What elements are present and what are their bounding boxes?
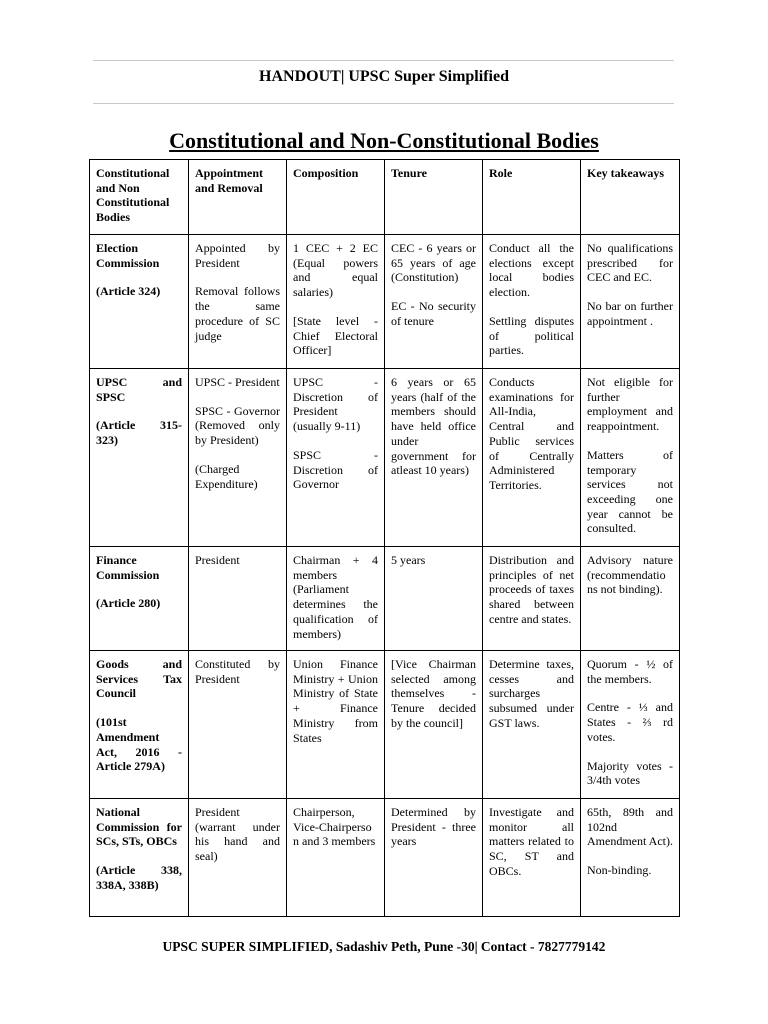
cell-paragraph: UPSC - Discretion of President (usually 9-11) (293, 375, 378, 434)
cell-paragraph: Conduct all the elections except local bodies election. (489, 241, 574, 300)
table-cell-composition (287, 547, 385, 651)
footer-contact: UPSC SUPER SIMPLIFIED, Sadashiv Peth, Pune -30| Contact - 7827779142 (162, 939, 606, 954)
cell-paragraph: Determine taxes, cesses and surcharges subsumed under GST laws. (489, 657, 574, 730)
cell-paragraph: President (warrant under his hand and seal) (195, 805, 280, 864)
column-header: Constitutional and Non Constitutional Bodies (90, 160, 189, 235)
table-cell-body (90, 651, 189, 799)
cell-paragraph: (Charged Expenditure) (195, 461, 258, 491)
table-cell-tenure (385, 651, 483, 799)
cell-paragraph: National Commission for SCs, STs, OBCs (96, 805, 182, 849)
cell-paragraph: SPSC - Discretion of Governor (293, 447, 378, 492)
table-cell-body (90, 235, 189, 369)
cell-paragraph: Removal follows the same procedure of SC judge (195, 284, 280, 343)
header-title: HANDOUT| UPSC Super Simplified (259, 68, 509, 85)
cell-paragraph: Determined by President - three years (391, 805, 476, 849)
table-cell-role (483, 547, 581, 651)
table-cell-composition (287, 799, 385, 917)
cell-paragraph: Quorum - ½ of the members. (587, 657, 673, 686)
cell-paragraph: Majority votes - 3/4th votes (587, 758, 673, 788)
cell-paragraph: Settling disputes of political parties. (489, 313, 574, 358)
cell-paragraph: SPSC - Governor (Removed only by President) (195, 403, 280, 448)
cell-paragraph: [Vice Chairman selected among themselves - Tenure decided by the council] (391, 657, 476, 730)
column-header: Role (483, 160, 581, 235)
table-cell-appointment (189, 547, 287, 651)
cell-paragraph: CEC - 6 years or 65 years of age (Constitution) (391, 241, 476, 285)
table-cell-takeaways (581, 369, 680, 547)
table-cell-takeaways (581, 799, 680, 917)
table-cell-appointment (189, 651, 287, 799)
header-bottom-rule (93, 103, 674, 104)
column-header: Tenure (385, 160, 483, 235)
table-row (90, 651, 680, 799)
cell-paragraph: Advisory nature (recommendatio ns not binding). (587, 553, 673, 597)
table-cell-tenure (385, 235, 483, 369)
table-row (90, 235, 680, 369)
cell-paragraph: (101st Amendment Act, 2016 - Article 279A) (96, 715, 182, 774)
column-header: Composition (287, 160, 385, 235)
document-title: Constitutional and Non-Constitutional Bodies (169, 128, 599, 153)
bodies-table (89, 159, 680, 917)
cell-paragraph: Conducts examinations for All-India, Central and Public services of Centrally Administered Territories. (489, 375, 574, 492)
cell-paragraph: Constituted by President (195, 657, 280, 686)
column-header: Key takeaways (581, 160, 680, 235)
cell-paragraph: Matters of temporary services not exceeding one year cannot be consulted. (587, 447, 673, 536)
cell-paragraph: [State level - Chief Electoral Officer] (293, 313, 378, 358)
cell-paragraph: President (195, 553, 240, 567)
cell-paragraph: (Article 280) (96, 596, 161, 611)
table-row (90, 369, 680, 547)
cell-paragraph: Chairperson, Vice-Chairperso n and 3 members (293, 805, 376, 849)
table-cell-composition (287, 235, 385, 369)
table-cell-appointment (189, 799, 287, 917)
cell-paragraph: EC - No security of tenure (391, 299, 476, 328)
cell-paragraph: 65th, 89th and 102nd Amendment Act). (587, 805, 673, 849)
column-header: Appointment and Removal (189, 160, 287, 235)
cell-paragraph: Appointed by President (195, 241, 280, 270)
table-cell-appointment (189, 235, 287, 369)
cell-paragraph: Union Finance Ministry + Union Ministry of State + Finance Ministry from States (293, 657, 378, 745)
cell-paragraph: Centre - ⅓ and States - ⅔ rd votes. (587, 700, 673, 744)
cell-paragraph: UPSC and SPSC (96, 375, 182, 404)
table-cell-takeaways (581, 235, 680, 369)
table-header-row (90, 160, 680, 235)
header-top-rule (93, 60, 674, 61)
cell-paragraph: Distribution and principles of net proceeds of taxes shared between centre and states. (489, 553, 574, 626)
cell-paragraph: Chairman + 4 members (Parliament determines the qualification of members) (293, 553, 378, 641)
table-cell-appointment (189, 369, 287, 547)
cell-paragraph: Election Commission (96, 241, 160, 270)
table-cell-takeaways (581, 651, 680, 799)
cell-paragraph: Not eligible for further employment and reappointment. (587, 375, 673, 434)
cell-paragraph: 5 years (391, 553, 426, 567)
cell-paragraph: Goods and Services Tax Council (96, 657, 182, 701)
table-cell-role (483, 799, 581, 917)
table-cell-tenure (385, 799, 483, 917)
table-cell-body (90, 369, 189, 547)
cell-paragraph: 1 CEC + 2 EC (Equal powers and equal salaries) (293, 241, 378, 300)
cell-paragraph: Non-binding. (587, 863, 652, 878)
cell-paragraph: Finance Commission (96, 553, 160, 582)
cell-paragraph: (Article 338, 338A, 338B) (96, 863, 182, 892)
cell-paragraph: (Article 324) (96, 284, 161, 299)
table-cell-composition (287, 369, 385, 547)
cell-paragraph: No bar on further appointment . (587, 299, 673, 328)
table-cell-role (483, 235, 581, 369)
table-cell-takeaways (581, 547, 680, 651)
table-row (90, 799, 680, 917)
cell-paragraph: UPSC - President (195, 375, 280, 389)
table-cell-composition (287, 651, 385, 799)
table-cell-body (90, 799, 189, 917)
table-cell-role (483, 369, 581, 547)
table-cell-role (483, 651, 581, 799)
cell-paragraph: 6 years or 65 years (half of the members should have held office under government for atleast 10 years) (391, 375, 476, 478)
table-row (90, 547, 680, 651)
table-cell-tenure (385, 547, 483, 651)
table-cell-tenure (385, 369, 483, 547)
cell-paragraph: (Article 315-323) (96, 418, 182, 448)
cell-paragraph: No qualifications prescribed for CEC and EC. (587, 241, 673, 285)
cell-paragraph: Investigate and monitor all matters related to SC, ST and OBCs. (489, 805, 574, 878)
table-cell-body (90, 547, 189, 651)
